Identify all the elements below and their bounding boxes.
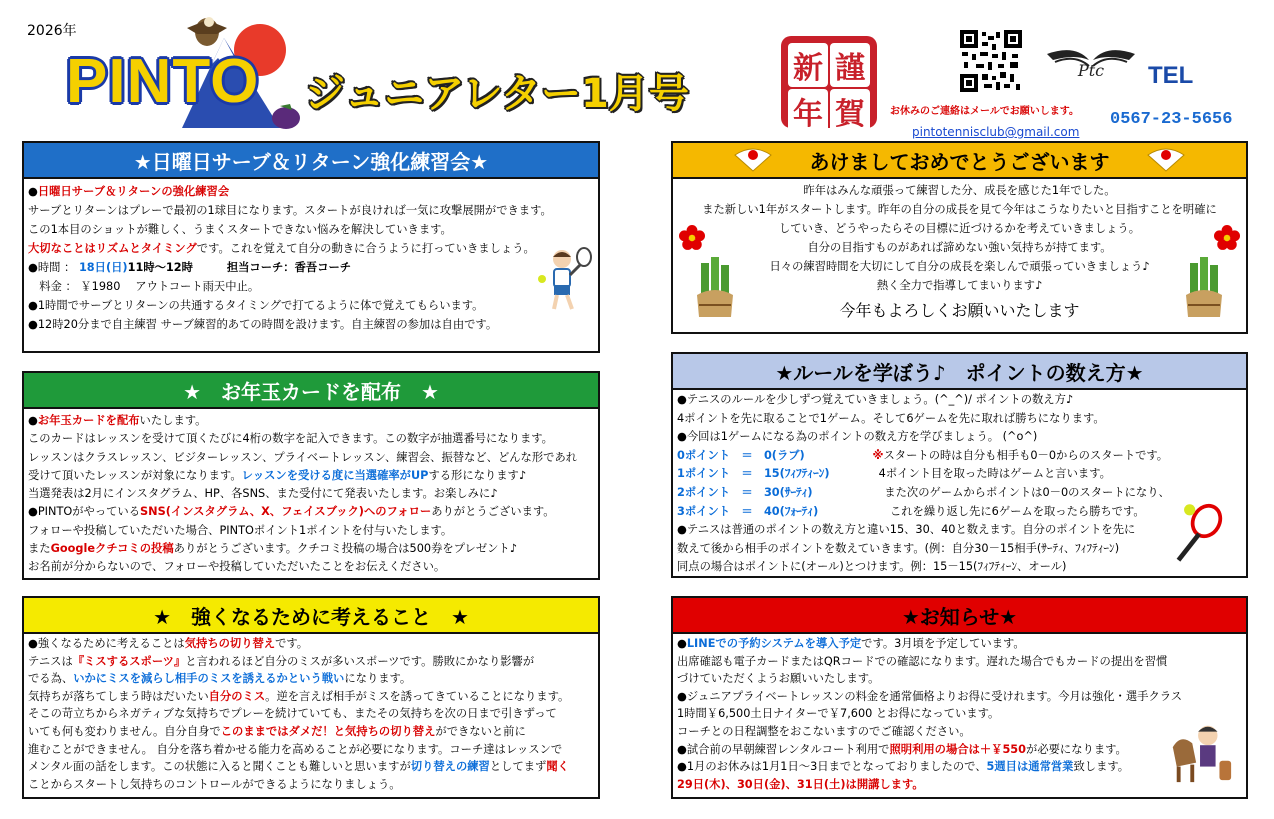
text-segment: です。これを覚えて自分の動きに合うように打っていきましょう。 xyxy=(196,242,535,255)
text-line xyxy=(28,467,594,485)
text-segment: レッスンはクラスレッスン、ビジターレッスン、プライベートレッスン、練習会、振替など、どんな形であれ xyxy=(28,450,578,464)
text-segment: 日曜日サーブ＆リターンの強化練習会 xyxy=(37,185,230,198)
get-stronger-section xyxy=(22,596,600,799)
announcements-body xyxy=(673,634,1246,796)
text-segment: ●今回は1ゲームになる為のポイントの数え方を学びましょう。 (^o^) xyxy=(677,430,1038,444)
text-line xyxy=(28,776,594,794)
text-segment: 料金 ： ￥1980 アウトコート雨天中止。 xyxy=(28,280,260,293)
get-stronger-body xyxy=(24,634,598,796)
section-title: ★ 強くなるために考えること ★ xyxy=(153,604,469,629)
text-segment: スタートの時は自分も相手も0－0からのスタートです。 xyxy=(883,448,1169,462)
greeting-line: 熱く全力で指導してまいります♪ xyxy=(876,279,1043,292)
text-segment: ●試合前の早朝練習レンタルコート利用で xyxy=(677,742,890,756)
text-segment: ●PINTOがやっている xyxy=(28,505,141,519)
text-line xyxy=(677,670,1242,688)
text-segment: 致します。 xyxy=(1073,760,1130,774)
text-line xyxy=(28,688,594,706)
text-segment: このままではダメだ！と気持ちの切り替え xyxy=(220,724,436,738)
text-segment: また xyxy=(28,542,51,556)
text-segment: 0ポイント ＝ 0(ラブ) xyxy=(677,448,873,462)
kadomatsu-icon xyxy=(1182,255,1226,319)
horse-and-person-icon xyxy=(1167,718,1235,786)
stamp-char: 年 xyxy=(788,89,828,133)
text-segment: 4ポイント目を取った時はゲームと言います。 xyxy=(878,467,1111,481)
text-segment: 。逆を言えば相手がミスを誘ってきていることになります。 xyxy=(265,689,570,703)
text-line xyxy=(677,540,1242,559)
qr-code-icon[interactable] xyxy=(960,30,1022,92)
text-line xyxy=(28,758,594,776)
text-segment: いても何も変わりません。自分自身で xyxy=(28,724,221,738)
text-line xyxy=(28,503,594,521)
text-line xyxy=(677,447,1242,466)
text-segment: 進むことができません。 自分を落ち着かせる能力を高めることが必要になります。コーチ達はレッスンで xyxy=(28,742,563,756)
text-segment: メンタル面の話をします。この状態に入ると聞くことも難しいと思いますが xyxy=(28,760,411,774)
text-segment: づけていただくようお願いいたします。 xyxy=(677,672,880,686)
text-segment: としてまず xyxy=(489,760,547,774)
new-year-greeting-section xyxy=(671,141,1248,334)
text-segment: また次のゲームからポイントは0－0のスタートになり、 xyxy=(884,485,1170,499)
text-segment: いかにミスを減らし相手のミスを誘えるかという戦い xyxy=(73,672,345,686)
text-segment: ありがとうございます。 xyxy=(431,505,555,519)
greeting-line: 日々の練習時間を大切にして自分の成長を楽しんで頑張っていきましょう♪ xyxy=(769,260,1150,273)
contact-note: お休みのご連絡はメールでお願いします。 xyxy=(890,106,1079,117)
get-stronger-header xyxy=(24,598,598,634)
text-line xyxy=(28,182,594,201)
new-year-greeting-body xyxy=(673,179,1246,323)
greeting-line: 自分の目指すものがあれば諦めない強い気持ちが持てます。 xyxy=(807,241,1112,254)
text-segment: 4ポイントを先に取ることで1ゲーム。そして6ゲームを先に取れば勝ちになります。 xyxy=(677,411,1105,425)
section-title: ★日曜日サーブ＆リターン強化練習会★ xyxy=(133,149,489,174)
text-line xyxy=(28,558,594,576)
text-line xyxy=(28,315,594,334)
issue-title: ジュニアレター1月号 xyxy=(305,71,689,117)
text-line xyxy=(677,558,1242,577)
text-segment: 当選発表は2月にインスタグラム、HP、各SNS、また受付にて発表いたします。お楽しみに♪ xyxy=(28,487,498,501)
text-segment: 29日(木)、30日(金)、31日(土)は開講します。 xyxy=(677,777,924,791)
text-segment: 1ポイント ＝ 15(ﾌｨﾌﾃｨｰﾝ) xyxy=(677,467,879,481)
text-line xyxy=(28,239,594,258)
text-segment: ● xyxy=(28,414,38,427)
text-segment: この1本目のショットが難しく、うまくスタートできない悩みを解決していきます。 xyxy=(28,223,452,236)
new-year-stamp xyxy=(781,36,877,132)
serve-return-body xyxy=(24,179,598,337)
text-line xyxy=(28,258,594,277)
text-segment: 数えて後から相手のポイントを数えていきます。(例：自分30－15相手(ｻｰﾃｨ、ﾌｨﾌﾃｨｰﾝ) xyxy=(677,541,1120,555)
plum-flower-icon xyxy=(679,225,705,251)
section-title: あけましておめでとうございます xyxy=(809,149,1110,174)
announcements-section xyxy=(671,596,1248,799)
section-title: ★お知らせ★ xyxy=(901,604,1018,629)
text-segment: 『ミスするスポーツ』 xyxy=(72,654,186,668)
text-line xyxy=(28,741,594,759)
text-segment: する形になります♪ xyxy=(428,468,527,482)
folding-fan-icon xyxy=(733,147,773,173)
point-rules-header xyxy=(673,354,1246,390)
text-line xyxy=(28,430,594,448)
text-segment: ●1月のお休みは1月1日～3日までとなっておりましたので、 xyxy=(677,760,987,774)
text-line xyxy=(677,723,1242,741)
text-line xyxy=(677,521,1242,540)
text-line xyxy=(28,201,594,220)
text-line xyxy=(28,653,594,671)
otoshidama-card-header xyxy=(24,373,598,409)
text-segment: ●ジュニアプライベートレッスンの料金を通常価格よりお得に受けれます。今月は強化・選手クラス xyxy=(677,689,1183,703)
text-line xyxy=(28,723,594,741)
text-segment: 出席確認も電子カードまたはQRコードでの確認になります。遅れた場合でもカードの提出を習慣 xyxy=(677,654,1168,668)
text-line xyxy=(677,503,1242,522)
stamp-char: 賀 xyxy=(830,89,870,133)
text-line xyxy=(28,670,594,688)
text-line xyxy=(28,540,594,558)
text-segment: ができないと前に xyxy=(435,724,526,738)
text-segment: 3ポイント ＝ 40(ﾌｫｰﾃｨ) xyxy=(677,504,890,518)
text-segment: ●強くなるために考えることは xyxy=(28,637,185,650)
text-segment: ●テニスのルールを少しずつ覚えていきましょう。(^_^)/ ポイントの数え方♪ xyxy=(677,393,1074,406)
text-segment: このカードはレッスンを受けて頂くたびに4桁の数字を記入できます。この数字が抽選番号になります。 xyxy=(28,432,553,446)
brand-title: PINTO xyxy=(66,47,260,116)
text-segment: 自分のミス xyxy=(208,689,266,703)
text-segment: お名前が分からないので、フォローや投稿していただいたことをお伝えください。 xyxy=(28,560,446,574)
text-segment: サーブとリターンはプレーで最初の1球目になります。スタートが良ければ一気に攻撃展開ができます。 xyxy=(28,204,552,217)
text-line xyxy=(677,653,1242,671)
text-line xyxy=(28,705,594,723)
otoshidama-card-section xyxy=(22,371,600,580)
text-line xyxy=(677,410,1242,429)
otoshidama-card-body xyxy=(24,409,598,580)
phone-number[interactable]: 0567-23-5656 xyxy=(1110,110,1233,129)
text-line xyxy=(677,465,1242,484)
text-segment: SNS(インスタグラム、X、フェイスブック)へのフォロー xyxy=(140,505,432,519)
tennis-racket-icon xyxy=(1171,502,1227,568)
text-line xyxy=(28,412,594,430)
text-line xyxy=(28,522,594,540)
greeting-line: 昨年はみんな頑張って練習した分、成長を感じた1年でした。 xyxy=(803,184,1116,197)
text-line xyxy=(677,776,1242,794)
folding-fan-icon xyxy=(1146,147,1186,173)
text-segment: でる為、 xyxy=(28,672,74,686)
stamp-char: 謹 xyxy=(830,43,870,87)
text-segment: 気持ちの切り替え xyxy=(184,637,276,650)
text-line xyxy=(677,391,1242,410)
text-segment: ●テニスは普通のポイントの数え方と違い15、30、40と数えます。自分のポイントを先に xyxy=(677,523,1136,537)
text-segment: ありがとうございます。クチコミ投稿の場合は500券をプレゼント♪ xyxy=(173,542,517,556)
greeting-line: また新しい1年がスタートします。昨年の自分の成長を見て今年はこうなりたいと目指すことを明確に xyxy=(702,203,1217,216)
serve-return-header xyxy=(24,143,598,179)
text-segment: テニスは xyxy=(28,654,73,668)
text-segment: 受けて頂いたレッスンが対象になります。 xyxy=(28,468,242,482)
text-segment: 切り替えの練習 xyxy=(410,760,490,774)
text-segment: 気持ちが落ちてしまう時はだいたい xyxy=(28,689,209,703)
text-segment: ●時間 ： xyxy=(28,261,79,274)
text-segment: 5週目は通常営業 xyxy=(986,760,1074,774)
plum-flower-icon xyxy=(1214,225,1240,251)
text-segment: 同点の場合はポイントに(オール)とつけます。例：15－15(ﾌｨﾌﾃｨｰﾝ、オール) xyxy=(677,560,1067,574)
text-segment: が必要になります。 xyxy=(1026,742,1127,756)
tel-label: TEL xyxy=(1148,62,1194,89)
section-title: ★ お年玉カードを配布 ★ xyxy=(183,379,439,404)
announcements-header xyxy=(673,598,1246,634)
stamp-char: 新 xyxy=(788,43,828,87)
text-segment: 11時～12時 担当コーチ：香吾コーチ xyxy=(127,261,352,274)
text-line xyxy=(677,741,1242,759)
eggplant-icon xyxy=(272,107,300,129)
text-segment: Googleクチコミの投稿 xyxy=(50,542,174,556)
text-segment: ※ xyxy=(872,448,884,462)
text-segment: ● xyxy=(28,185,38,198)
text-segment: LINEでの予約システムを導入予定 xyxy=(686,637,862,650)
text-segment: そこの苛立ちからネガティブな気持ちでプレーを続けていても、またその気持ちを次の日まで引きずって xyxy=(28,707,557,721)
tennis-boy-icon xyxy=(534,245,594,315)
text-line xyxy=(28,635,594,653)
year-label: 2026年 xyxy=(27,23,77,39)
text-line xyxy=(28,220,594,239)
text-segment: お年玉カードを配布 xyxy=(37,414,140,427)
text-segment: ことからスタートし気持ちのコントロールができるようになりましょう。 xyxy=(28,777,401,791)
text-segment: 聞く xyxy=(546,760,569,774)
text-segment: 2ポイント ＝ 30(ｻｰﾃｨ) xyxy=(677,485,885,499)
text-line xyxy=(28,449,594,467)
text-segment: いたします。 xyxy=(139,414,207,427)
kadomatsu-icon xyxy=(693,255,737,319)
greeting-closing: 今年もよろしくお願いいたします xyxy=(839,301,1080,320)
text-segment: ●12時20分まで自主練習 サーブ練習的あての時間を設けます。自主練習の参加は自由です。 xyxy=(28,318,498,331)
point-rules-body xyxy=(673,390,1246,580)
text-line xyxy=(28,277,594,296)
serve-return-section xyxy=(22,141,600,353)
text-line xyxy=(677,688,1242,706)
text-line xyxy=(677,705,1242,723)
text-segment: ●1時間でサーブとリターンの共通するタイミングで打てるように体で覚えてもらいます。 xyxy=(28,299,484,312)
text-segment: 大切なことはリズムとタイミング xyxy=(28,242,197,255)
section-title: ★ルールを学ぼう♪ ポイントの数え方★ xyxy=(775,360,1144,385)
text-segment: コーチとの日程調整をおこないますのでご確認ください。 xyxy=(677,724,971,738)
text-line xyxy=(677,428,1242,447)
text-segment: です。3月頃を予定しています。 xyxy=(861,637,1025,650)
text-segment: フォローや投稿していただいた場合、PINTOポイント1ポイントを付与いたします。 xyxy=(28,523,453,537)
text-segment: と言われるほど自分のミスが多いスポーツです。勝敗にかなり影響が xyxy=(185,654,535,668)
point-rules-section xyxy=(671,352,1248,578)
text-line xyxy=(677,484,1242,503)
text-segment: ● xyxy=(677,637,687,650)
club-logo-icon xyxy=(1045,40,1137,90)
text-segment: 18日(日) xyxy=(78,261,128,274)
hawk-icon xyxy=(187,17,227,46)
text-segment: 照明利用の場合は＋￥550 xyxy=(889,742,1027,756)
text-segment: これを繰り返し先に6ゲームを取ったら勝ちです。 xyxy=(889,504,1145,518)
text-segment: 1時間￥6,500土日ナイターで￥7,600 とお得になっています。 xyxy=(677,707,1000,721)
email-link[interactable]: pintotennisclub@gmail.com xyxy=(912,125,1080,139)
text-segment: になります。 xyxy=(344,672,412,686)
text-segment: です。 xyxy=(275,637,309,650)
text-line xyxy=(677,635,1242,653)
greeting-line: していき、どうやったらその目標に近づけるかを考えていきましょう。 xyxy=(778,222,1141,235)
new-year-greeting-header xyxy=(673,143,1246,179)
text-segment: レッスンを受ける度に当選確率がUP xyxy=(241,468,429,482)
logo-text: Ptc xyxy=(1077,61,1105,80)
text-line xyxy=(677,758,1242,776)
text-line xyxy=(28,296,594,315)
text-line xyxy=(28,485,594,503)
